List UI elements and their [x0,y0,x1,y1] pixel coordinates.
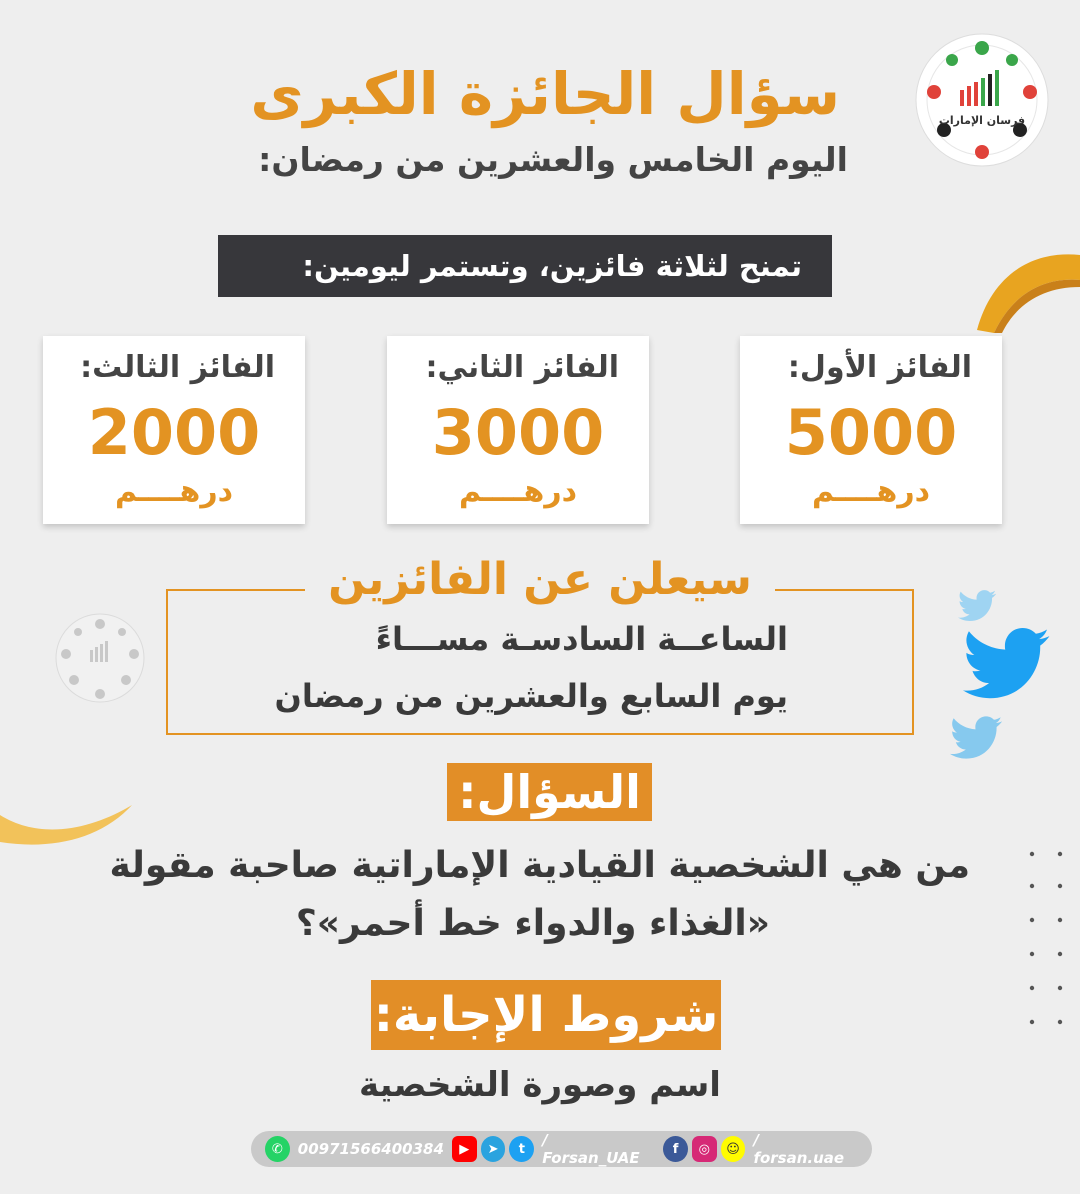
prize-currency: درهــــم [114,474,233,509]
twitter-bird-icon-large [962,628,1050,700]
prize-amount: 5000 [784,396,958,469]
instagram-icon[interactable]: ◎ [692,1136,717,1162]
dots-decoration [1026,850,1066,1050]
logo-text: فرسان الإمارات [938,114,1026,127]
page-title: سؤال الجائزة الكبرى [250,60,840,128]
gold-ribbon-decoration [972,235,1080,335]
prize-card-first [740,336,1002,524]
announcement-time: الساعــة السادسـة مســـاءً [375,620,788,658]
prize-amount: 3000 [431,396,605,469]
page-subtitle: اليوم الخامس والعشرين من رمضان: [258,140,848,179]
social-footer [251,1131,872,1167]
snapchat-icon[interactable]: ☺ [721,1136,746,1162]
twitter-bird-icon-medium [950,716,1002,760]
footer-phone[interactable]: 00971566400384 [297,1140,444,1158]
prize-title: الفائز الثالث: [80,350,275,385]
footer-handle-forsan-uae[interactable]: / Forsan_UAE [542,1131,640,1167]
facebook-icon[interactable]: f [663,1136,688,1162]
prize-currency: درهــــم [458,474,577,509]
prize-card-third [43,336,305,524]
announcement-title: سيعلن عن الفائزين [305,554,775,614]
telegram-icon[interactable]: ➤ [481,1136,506,1162]
question-text-line1: من هي الشخصية القيادية الإماراتية صاحبة مقولة [109,845,970,886]
question-label: السؤال: [447,763,652,821]
prize-title: الفائز الثاني: [425,350,619,385]
footer-handle-forsan-dot-uae[interactable]: / forsan.uae [753,1131,845,1167]
announcement-day: يوم السابع والعشرين من رمضان [274,677,788,715]
prize-card-second [387,336,649,524]
prize-title: الفائز الأول: [787,350,972,385]
whatsapp-icon[interactable]: ✆ [265,1136,290,1162]
twitter-icon[interactable]: t [509,1136,534,1162]
conditions-label: شروط الإجابة: [371,980,721,1050]
faded-logo [52,610,148,706]
prize-amount: 2000 [87,396,261,469]
answer-requirement: اسم وصورة الشخصية [359,1065,721,1105]
gold-ribbon-decoration-left [0,800,135,850]
prize-currency: درهــــم [811,474,930,509]
twitter-bird-icon-small [958,590,996,622]
winners-banner [218,235,832,297]
youtube-icon[interactable]: ▶ [452,1136,477,1162]
winners-banner-text: تمنح لثلاثة فائزين، وتستمر ليومين: [302,249,802,283]
question-text-line2: «الغذاء والدواء خط أحمر»؟ [295,903,770,944]
forsan-logo [912,30,1052,170]
